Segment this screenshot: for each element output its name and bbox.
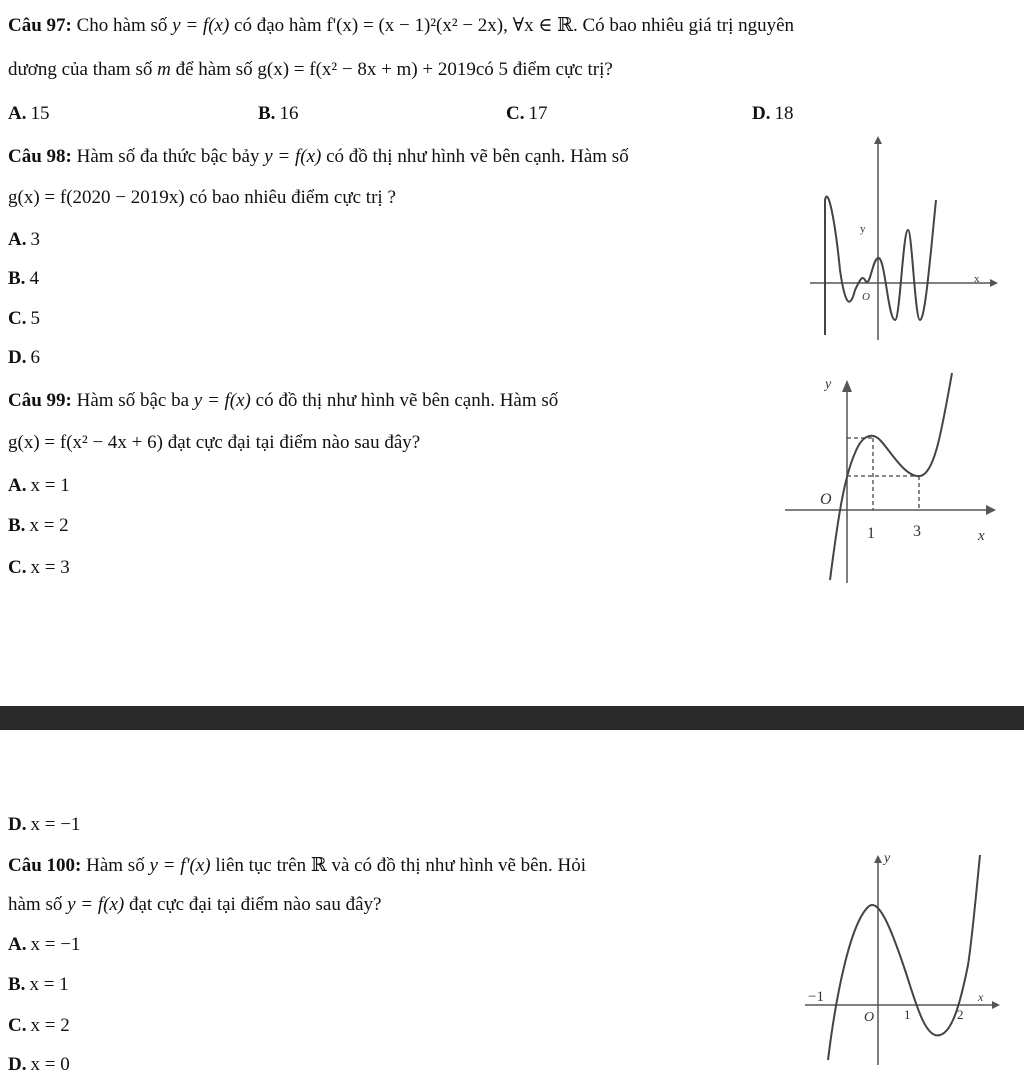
x-axis-arrow: [992, 1001, 1000, 1009]
option-label: D.: [8, 814, 27, 835]
option-label: A.: [8, 229, 27, 250]
option-label: C.: [8, 557, 27, 578]
q100-option-c[interactable]: [8, 1014, 70, 1038]
q99-option-d[interactable]: [8, 813, 80, 837]
q100-function: y = f(x): [67, 894, 125, 915]
q99-g-function: g(x) = f(x² − 4x + 6): [8, 432, 163, 453]
option-value: x = 2: [29, 515, 69, 536]
option-value: x = 0: [30, 1054, 70, 1075]
q99-function: y = f(x): [193, 390, 251, 411]
q98-option-d[interactable]: [8, 346, 40, 370]
option-value: x = 3: [30, 557, 70, 578]
q100-y-label: y: [884, 851, 891, 866]
q98-x-label: x: [974, 273, 980, 285]
option-label: C.: [8, 1015, 27, 1036]
option-value: x = −1: [30, 814, 81, 835]
q98-curve: [825, 196, 936, 335]
q98-line1: [8, 145, 629, 169]
q100-graph: [800, 845, 1005, 1075]
option-label: B.: [8, 268, 26, 289]
x-axis-arrow: [990, 279, 998, 287]
option-value: 17: [528, 103, 548, 124]
option-label: C.: [506, 103, 525, 124]
option-value: 15: [30, 103, 50, 124]
q97-option-b[interactable]: [258, 102, 298, 126]
q100-text: đạt cực đại tại điểm nào sau đây?: [124, 894, 382, 915]
q100-derivative: y = f'(x): [149, 855, 211, 876]
q99-line2: [8, 431, 420, 455]
option-label: B.: [8, 974, 26, 995]
y-axis-arrow: [842, 380, 852, 392]
q97-line1: [8, 14, 794, 38]
q97-function: y = f(x): [172, 15, 230, 36]
q98-origin-label: O: [862, 291, 870, 303]
q97-derivative: f'(x) = (x − 1)²(x² − 2x), ∀x ∈ ℝ: [326, 15, 573, 36]
q99-option-b[interactable]: [8, 514, 69, 538]
q98-option-b[interactable]: [8, 267, 39, 291]
option-value: 5: [30, 308, 40, 329]
option-value: 4: [29, 268, 39, 289]
q100-curve: [828, 855, 980, 1060]
q98-option-c[interactable]: [8, 307, 40, 331]
q99-graph: [780, 368, 1000, 593]
q100-label: Câu 100:: [8, 855, 82, 876]
q99-option-a[interactable]: [8, 474, 70, 498]
option-label: A.: [8, 103, 27, 124]
q99-line1: [8, 389, 558, 413]
q98-label: Câu 98:: [8, 146, 72, 167]
q97-option-d[interactable]: [752, 102, 793, 126]
option-value: 16: [279, 103, 299, 124]
q100-tick-2: 2: [957, 1007, 964, 1022]
q97-text: dương của tham số: [8, 59, 158, 80]
q97-g-function: g(x) = f(x² − 8x + m) + 2019: [257, 59, 476, 80]
option-label: B.: [8, 515, 26, 536]
q100-line1: [8, 854, 586, 878]
q98-option-a[interactable]: [8, 228, 40, 252]
q97-text: có 5 điểm cực trị?: [475, 59, 613, 80]
q100-tick-1: 1: [904, 1007, 911, 1022]
q97-text: Cho hàm số: [76, 15, 173, 36]
q99-origin-label: O: [820, 491, 832, 508]
q97-parameter: m: [157, 59, 171, 80]
q99-tick-1: 1: [867, 525, 875, 542]
q97-option-a[interactable]: [8, 102, 49, 126]
option-value: x = 1: [29, 974, 69, 995]
q99-option-c[interactable]: [8, 556, 70, 580]
q100-option-d[interactable]: [8, 1053, 70, 1077]
option-value: 6: [30, 347, 40, 368]
option-value: x = 1: [30, 475, 70, 496]
q100-origin-label: O: [864, 1010, 875, 1025]
option-value: x = −1: [30, 934, 81, 955]
q100-option-a[interactable]: [8, 933, 80, 957]
q97-line2: [8, 58, 613, 82]
y-axis-arrow: [874, 136, 882, 144]
q99-y-label: y: [825, 377, 832, 392]
page-divider: [0, 706, 1024, 730]
q100-text: liên tục trên: [210, 855, 311, 876]
q100-x-label: x: [978, 990, 984, 1004]
q100-text: Hàm số: [86, 855, 150, 876]
q97-text: . Có bao nhiêu giá trị nguyên: [572, 15, 795, 36]
option-label: A.: [8, 475, 27, 496]
q100-text: và có đồ thị như hình vẽ bên. Hỏi: [326, 855, 587, 876]
q99-label: Câu 99:: [8, 390, 72, 411]
q99-text: Hàm số bậc ba: [76, 390, 194, 411]
q97-text: để hàm số: [170, 59, 258, 80]
q97-option-c[interactable]: [506, 102, 547, 126]
q100-real-set: ℝ: [310, 855, 327, 876]
option-label: D.: [752, 103, 771, 124]
q97-text: có đạo hàm: [229, 15, 327, 36]
option-label: A.: [8, 934, 27, 955]
q100-tick-neg1: −1: [808, 989, 824, 1005]
q100-line2: [8, 893, 381, 917]
q98-text: có bao nhiêu điểm cực trị ?: [184, 187, 396, 208]
q99-text: có đồ thị như hình vẽ bên cạnh. Hàm số: [250, 390, 559, 411]
q98-text: có đồ thị như hình vẽ bên cạnh. Hàm số: [321, 146, 629, 167]
y-axis-arrow: [874, 855, 882, 863]
option-value: 3: [30, 229, 40, 250]
option-label: D.: [8, 1054, 27, 1075]
option-label: B.: [258, 103, 276, 124]
q99-tick-3: 3: [913, 523, 921, 540]
q98-line2: [8, 186, 396, 210]
q98-g-function: g(x) = f(2020 − 2019x): [8, 187, 185, 208]
option-value: 18: [774, 103, 794, 124]
q97-label: Câu 97:: [8, 15, 72, 36]
q100-option-b[interactable]: [8, 973, 69, 997]
x-axis-arrow: [986, 505, 996, 515]
q100-text: hàm số: [8, 894, 68, 915]
q99-text: đạt cực đại tại điểm nào sau đây?: [162, 432, 421, 453]
option-label: D.: [8, 347, 27, 368]
q98-function: y = f(x): [264, 146, 322, 167]
q98-text: Hàm số đa thức bậc bảy: [76, 146, 265, 167]
q98-graph: [800, 130, 1000, 350]
option-label: C.: [8, 308, 27, 329]
option-value: x = 2: [30, 1015, 70, 1036]
q99-x-label: x: [978, 528, 985, 544]
q98-y-label: y: [860, 223, 866, 235]
